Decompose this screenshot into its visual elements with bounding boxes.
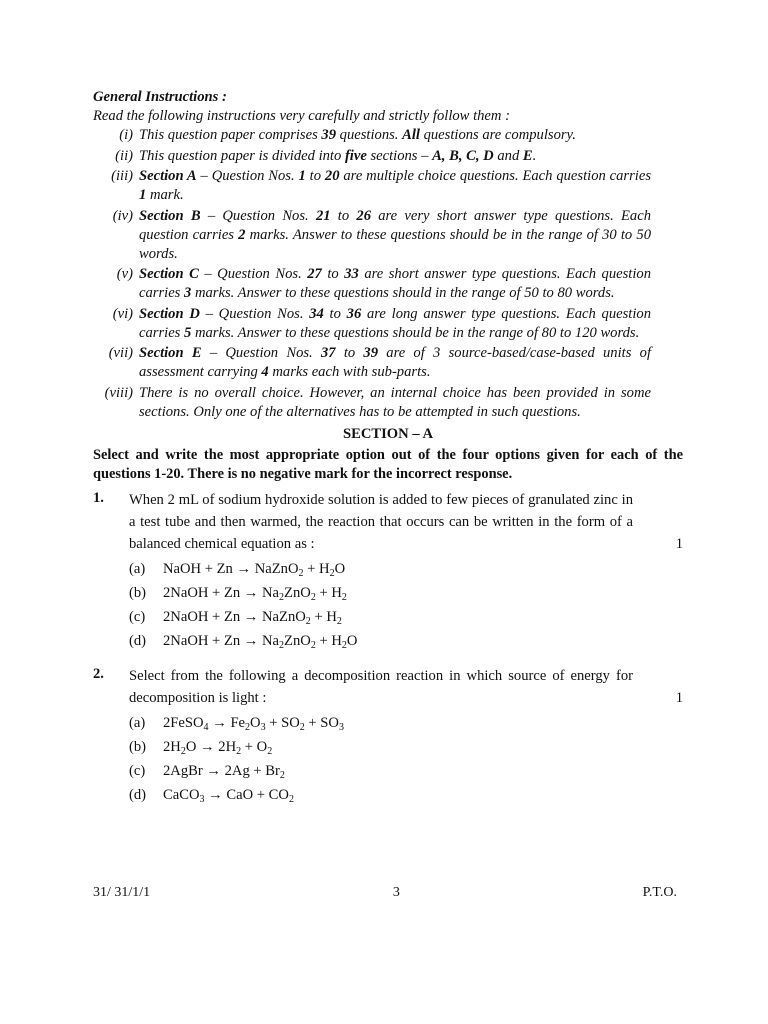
instruction-item <box>93 147 683 166</box>
question-body <box>129 665 683 807</box>
instruction-item <box>93 344 683 382</box>
question-marks: 1 <box>675 689 683 706</box>
option-c <box>129 759 683 783</box>
page-number: 3 <box>392 885 400 900</box>
instruction-number: (ii) <box>115 147 133 164</box>
option-label: (c) <box>129 608 146 625</box>
option-c <box>129 605 683 629</box>
option-label: (a) <box>129 560 146 577</box>
option-d <box>129 783 683 807</box>
section-heading: SECTION – A <box>342 425 434 442</box>
option-label: (a) <box>129 714 146 731</box>
option-a <box>129 711 683 735</box>
instruction-text: Section B – Question Nos. 21 to 26 are very short answer type questions. Each question carries 2 marks. Answer to these questions should be in the range of 30 to 50 words. <box>139 207 651 262</box>
option-equation: 2AgBr → $2Ag + Br_2$ <box>163 762 285 781</box>
question-body <box>129 489 683 653</box>
instruction-item <box>93 126 683 145</box>
option-equation: 2FeSO$_4$ → $Fe_2O_3 + SO_2 + SO_3$ <box>163 714 344 733</box>
instruction-item <box>93 384 683 422</box>
question-number: 1. <box>93 489 104 506</box>
option-b <box>129 581 683 605</box>
instruction-text: Section A – Question Nos. 1 to 20 are multiple choice questions. Each question carries 1 mark. <box>139 168 652 203</box>
option-label: (c) <box>129 762 146 779</box>
instruction-item <box>93 305 683 343</box>
general-instructions-lead: Read the following instructions very carefully and strictly follow them : <box>93 108 510 124</box>
option-label: (d) <box>129 786 147 803</box>
instruction-item <box>93 265 683 303</box>
instruction-number: (i) <box>119 127 133 143</box>
please-turn-over: P.T.O. <box>642 885 677 900</box>
instruction-text: Section C – Question Nos. 27 to 33 are short answer type questions. Each question carries 3 marks. Answer to these questions should in the range of 50 to 80 words. <box>139 266 651 301</box>
options-list <box>129 711 683 807</box>
option-equation: $2H_2O \to 2H_2 + O_2$ <box>163 738 273 757</box>
option-equation: 2NaOH + $Zn \to Na_2ZnO_2 + H_2$ <box>163 584 347 603</box>
instruction-text: This question paper comprises 39 questions. All questions are compulsory. <box>139 127 576 143</box>
page-footer <box>93 883 677 902</box>
instruction-item <box>93 167 683 205</box>
question-paper-page <box>93 88 683 807</box>
question-marks: 1 <box>675 535 683 552</box>
instruction-text: Section E – Question Nos. 37 to 39 are of 3 source-based/case-based units of assessment carrying 4 marks each with sub-parts. <box>139 345 651 380</box>
instruction-text: There is no overall choice. However, an internal choice has been provided in some sections. Only one of the alternatives has to be attempted in such questions. <box>139 384 651 420</box>
question-number: 2. <box>93 665 104 682</box>
question-stem <box>129 665 683 709</box>
option-label: (b) <box>129 584 147 601</box>
instruction-number: (v) <box>116 266 133 282</box>
question-text: When 2 mL of sodium hydroxide solution is added to few pieces of granulated zinc in a test tube and then warmed, the reaction that occurs can be written in the form of a balanced chemical equation as : <box>129 491 633 552</box>
section-note: Select and write the most appropriate option out of the four options given for each of the questions 1-20. There is no negative mark for the incorrect response. <box>93 446 683 482</box>
paper-code: 31/ 31/1/1 <box>93 885 151 900</box>
instruction-number: (vi) <box>112 305 133 322</box>
instruction-item <box>93 207 683 264</box>
instruction-number: (viii) <box>104 384 133 401</box>
option-d <box>129 629 683 653</box>
options-list <box>129 557 683 653</box>
question-2 <box>93 665 683 807</box>
option-label: (d) <box>129 632 147 649</box>
general-instructions-title: General Instructions : <box>93 89 227 105</box>
instruction-number: (vii) <box>108 345 133 361</box>
question-stem <box>129 489 683 555</box>
instruction-text: Section D – Question Nos. 34 to 36 are long answer type questions. Each question carries 5 marks. Answer to these questions should be in the range of 80 to 120 words. <box>139 305 652 341</box>
question-1 <box>93 489 683 653</box>
instruction-number: (iii) <box>111 168 133 184</box>
instruction-number: (iv) <box>112 207 133 224</box>
question-text: Select from the following a decomposition reaction in which source of energy for decomposition is light : <box>129 667 633 706</box>
option-equation: NaOH + Zn → NaZnO$_2$ + $H_2O$ <box>163 560 346 579</box>
option-equation: CaCO$_3$ → CaO + $CO_2$ <box>163 786 294 805</box>
instructions-list <box>93 126 683 422</box>
option-label: (b) <box>129 738 147 755</box>
option-a <box>129 557 683 581</box>
option-b <box>129 735 683 759</box>
instruction-text: This question paper is divided into five sections – A, B, C, D and E. <box>139 147 537 164</box>
option-equation: 2NaOH + $Zn \to Na_2ZnO_2 + H_2O$ <box>163 632 358 651</box>
option-equation: 2NaOH + Zn → NaZnO$_2$ + $H_2$ <box>163 608 342 627</box>
